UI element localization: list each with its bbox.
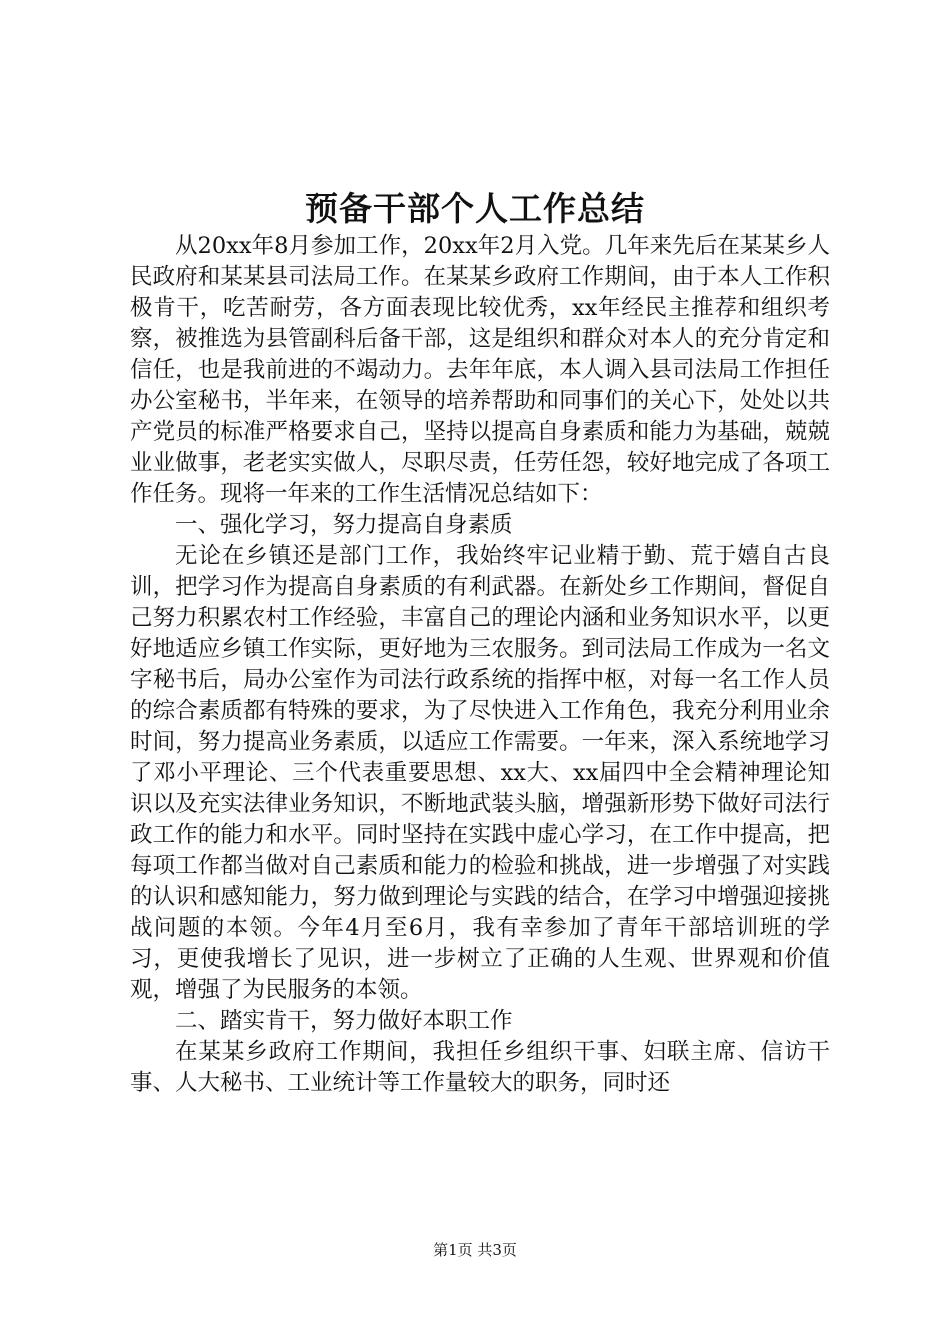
section-heading-2: 二、踏实肯干，努力做好本职工作 <box>175 1008 513 1034</box>
paragraph-study: 无论在乡镇还是部门工作，我始终牢记业精于勤、荒于嬉自古良训，把学习作为提高自身素质的有利武器。在新处乡工作期间，督促自己努力积累农村工作经验，丰富自己的理论内涵和业务知识水平，以更好地适应乡镇工作实际，更好地为三农服务。到司法局工作成为一名文字秘书后，局办公室作为司法行政系统的指挥中枢，对每一名工作人员的综合素质都有特殊的要求，为了尽快进入工作角色，我充分利用业余时间，努力提高业务素质，以适应工作需要。一年来，深入系统地学习了邓小平理论、三个代表重要思想、xx大、xx届四中全会精神理论知识以及充实法律业务知识，不断地武装头脑，增强新形势下做好司法行政工作的能力和水平。同时坚持在实践中虚心学习，在工作中提高，把每项工作都当做对自己素质和能力的检验和挑战，进一步增强了对实践的认识和感知能力，努力做到理论与实践的结合，在学习中增强迎接挑战问题的本领。今年4月至6月，我有幸参加了青年干部培训班的学习，更使我增长了见识，进一步树立了正确的人生观、世界观和价值观，增强了为民服务的本领。 <box>130 543 830 1003</box>
section-heading-1: 一、强化学习，努力提高自身素质 <box>175 512 513 538</box>
paragraph-work: 在某某乡政府工作期间，我担任乡组织干事、妇联主席、信访干事、人大秘书、工业统计等工作量较大的职务，同时还 <box>130 1039 830 1096</box>
page-footer: 第1页 共3页 <box>433 1241 517 1259</box>
document-body <box>130 231 830 1099</box>
paragraph-intro: 从20xx年8月参加工作，20xx年2月入党。几年来先后在某某乡人民政府和某某县司法局工作。在某某乡政府工作期间，由于本人工作积极肯干，吃苦耐劳，各方面表现比较优秀，xx年经民主推荐和组织考察，被推选为县管副科后备干部，这是组织和群众对本人的充分肯定和信任，也是我前进的不竭动力。去年年底，本人调入县司法局工作担任办公室秘书，半年来，在领导的培养帮助和同事们的关心下，处处以共产党员的标准严格要求自己，坚持以提高自身素质和能力为基础，兢兢业业做事，老老实实做人，尽职尽责，任劳任怨，较好地完成了各项工作任务。现将一年来的工作生活情况总结如下： <box>130 233 830 507</box>
document-title: 预备干部个人工作总结 <box>305 189 645 228</box>
